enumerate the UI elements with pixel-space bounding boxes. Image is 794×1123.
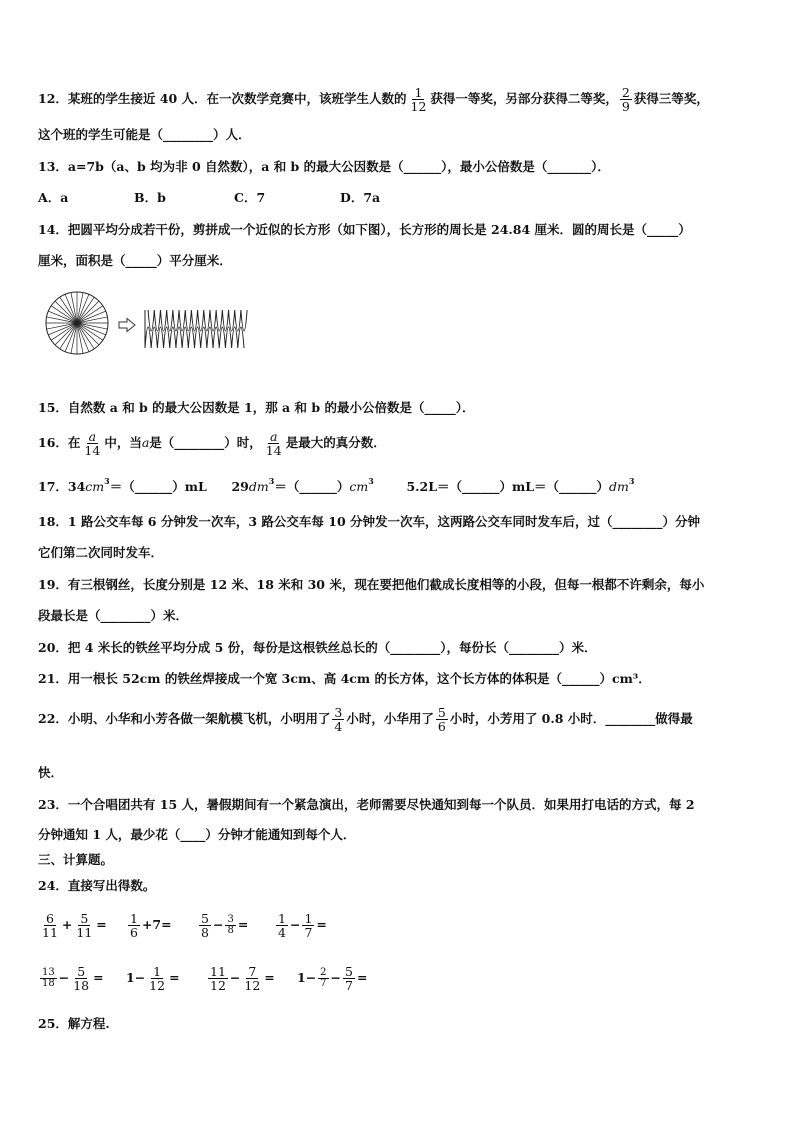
calc-item: $\frac{1}{4}$ − $\frac{1}{7}$ = [278,911,327,941]
question-25: 25．解方程. [38,1016,110,1031]
option-c: C．7 [234,190,266,205]
question-22-line-1: 22．小明、小华和小芳各做一架航模飞机，小明用了 $\frac{3}{4}$ 小时，小华用了 $\frac{5}{6}$ 小时，小芳用了 0.8 小时．________做得最 [38,705,693,735]
question-18-line-1: 18．1 路公交车每 6 分钟发一次车，3 路公交车每 10 分钟发一次车，这两路公交车同时发车后，过（________）分钟 [38,514,700,529]
question-16: 16．在 $\frac{a}{14}$ 中，当a是（________）时， $\frac{a}{14}$ 是最大的真分数． [38,429,386,459]
section-heading: 三、计算题。 [38,852,114,867]
fraction: $\frac{2}{9}$ [621,85,630,115]
question-19-line-1: 19．有三根钢丝，长度分别是 12 米、18 米和 30 米，现在要把他们截成长度相等的小段，但每一根都不许剩余，每小 [38,577,705,592]
circle-to-rectangle-figure [44,290,254,362]
question-23-line-1: 23．一个合唱团共有 15 人，暑假期间有一个紧急演出，老师需要尽快通知到每一个队员．如果用打电话的方式，每 2 [38,797,695,812]
question-14-line-2: 厘米，面积是（_____）平分厘米． [38,253,232,268]
sector-line [77,323,99,345]
fraction: $\frac{a}{14}$ [84,429,101,459]
fraction: $\frac{3}{4}$ [334,705,343,735]
approximate-rectangle [145,310,247,348]
calc-item: $\frac{6}{11}$ + $\frac{5}{11}$ = [42,911,107,941]
calc-item: $\frac{11}{12}$ − $\frac{7}{12}$ = [210,964,275,994]
fraction: $\frac{a}{14}$ [265,429,282,459]
sector-line [77,301,99,323]
question-21: 21．用一根长 52cm 的铁丝焊接成一个宽 3cm、高 4cm 的长方体，这个长方体的体积是（______）cm³． [38,671,651,686]
question-15: 15．自然数 a 和 b 的最大公因数是 1，那 a 和 b 的最小公倍数是（_____）． [38,400,475,415]
calc-item: $\frac{5}{8}$ − $\frac{3}{8}$ = [201,911,249,941]
question-12-line-2: 这个班的学生可能是（________）人． [38,127,251,142]
question-18-line-2: 它们第二次同时发车． [38,545,164,560]
arrow-icon [119,319,135,332]
rectangle-strip-edge [145,327,244,348]
divided-circle [46,292,108,354]
sector-line [55,301,77,323]
rectangle-strip-edge [148,310,247,331]
calc-item: $\frac{13}{18}$ − $\frac{5}{18}$ = [42,964,104,994]
question-24-title: 24．直接写出得数。 [38,878,156,893]
question-22-line-2: 快． [38,765,64,780]
question-13-options [38,188,380,206]
sector-line [55,323,77,345]
question-13: 13．a=7b（a、b 均为非 0 自然数），a 和 b 的最大公因数是（______），最小公倍数是（_______）． [38,159,610,174]
question-17: 17．$34cm^3=(\_\_\_\_\_\_)mL$ $29dm^3=(\_\_\_\_\_\_)cm^3$ $5.2L=(\_\_\_\_\_\_)mL=(\_\_\_\_\_\_)dm^3$ [38,476,635,494]
calc-item: 1− $\frac{1}{12}$ = [126,964,180,994]
question-12-line-1: 12．某班的学生接近 40 人．在一次数学竞赛中，该班学生人数的 $\frac{1}{12}$ 获得一等奖，另部分获得二等奖， $\frac{2}{9}$ 获得三等奖， [38,85,709,115]
option-a: A．a [38,190,69,205]
question-23-line-2: 分钟通知 1 人，最少花（____）分钟才能通知到每个人． [38,827,356,842]
fraction: $\frac{1}{12}$ [410,85,427,115]
question-19-line-2: 段最长是（________）米． [38,608,189,623]
calc-item: 1− $\frac{2}{7}$ − $\frac{5}{7}$ = [297,964,368,994]
calc-item: $\frac{1}{6}$ +7= [130,911,172,941]
question-20: 20．把 4 米长的铁丝平均分成 5 份，每份是这根铁丝总长的（________），每份长（________）米． [38,640,597,655]
fraction: $\frac{5}{6}$ [437,705,446,735]
option-d: D．7a [340,190,381,205]
question-14-line-1: 14．把圆平均分成若干份，剪拼成一个近似的长方形（如下图），长方形的周长是 24.84 厘米．圆的周长是（_____） [38,222,691,237]
option-b: B．b [134,190,166,205]
